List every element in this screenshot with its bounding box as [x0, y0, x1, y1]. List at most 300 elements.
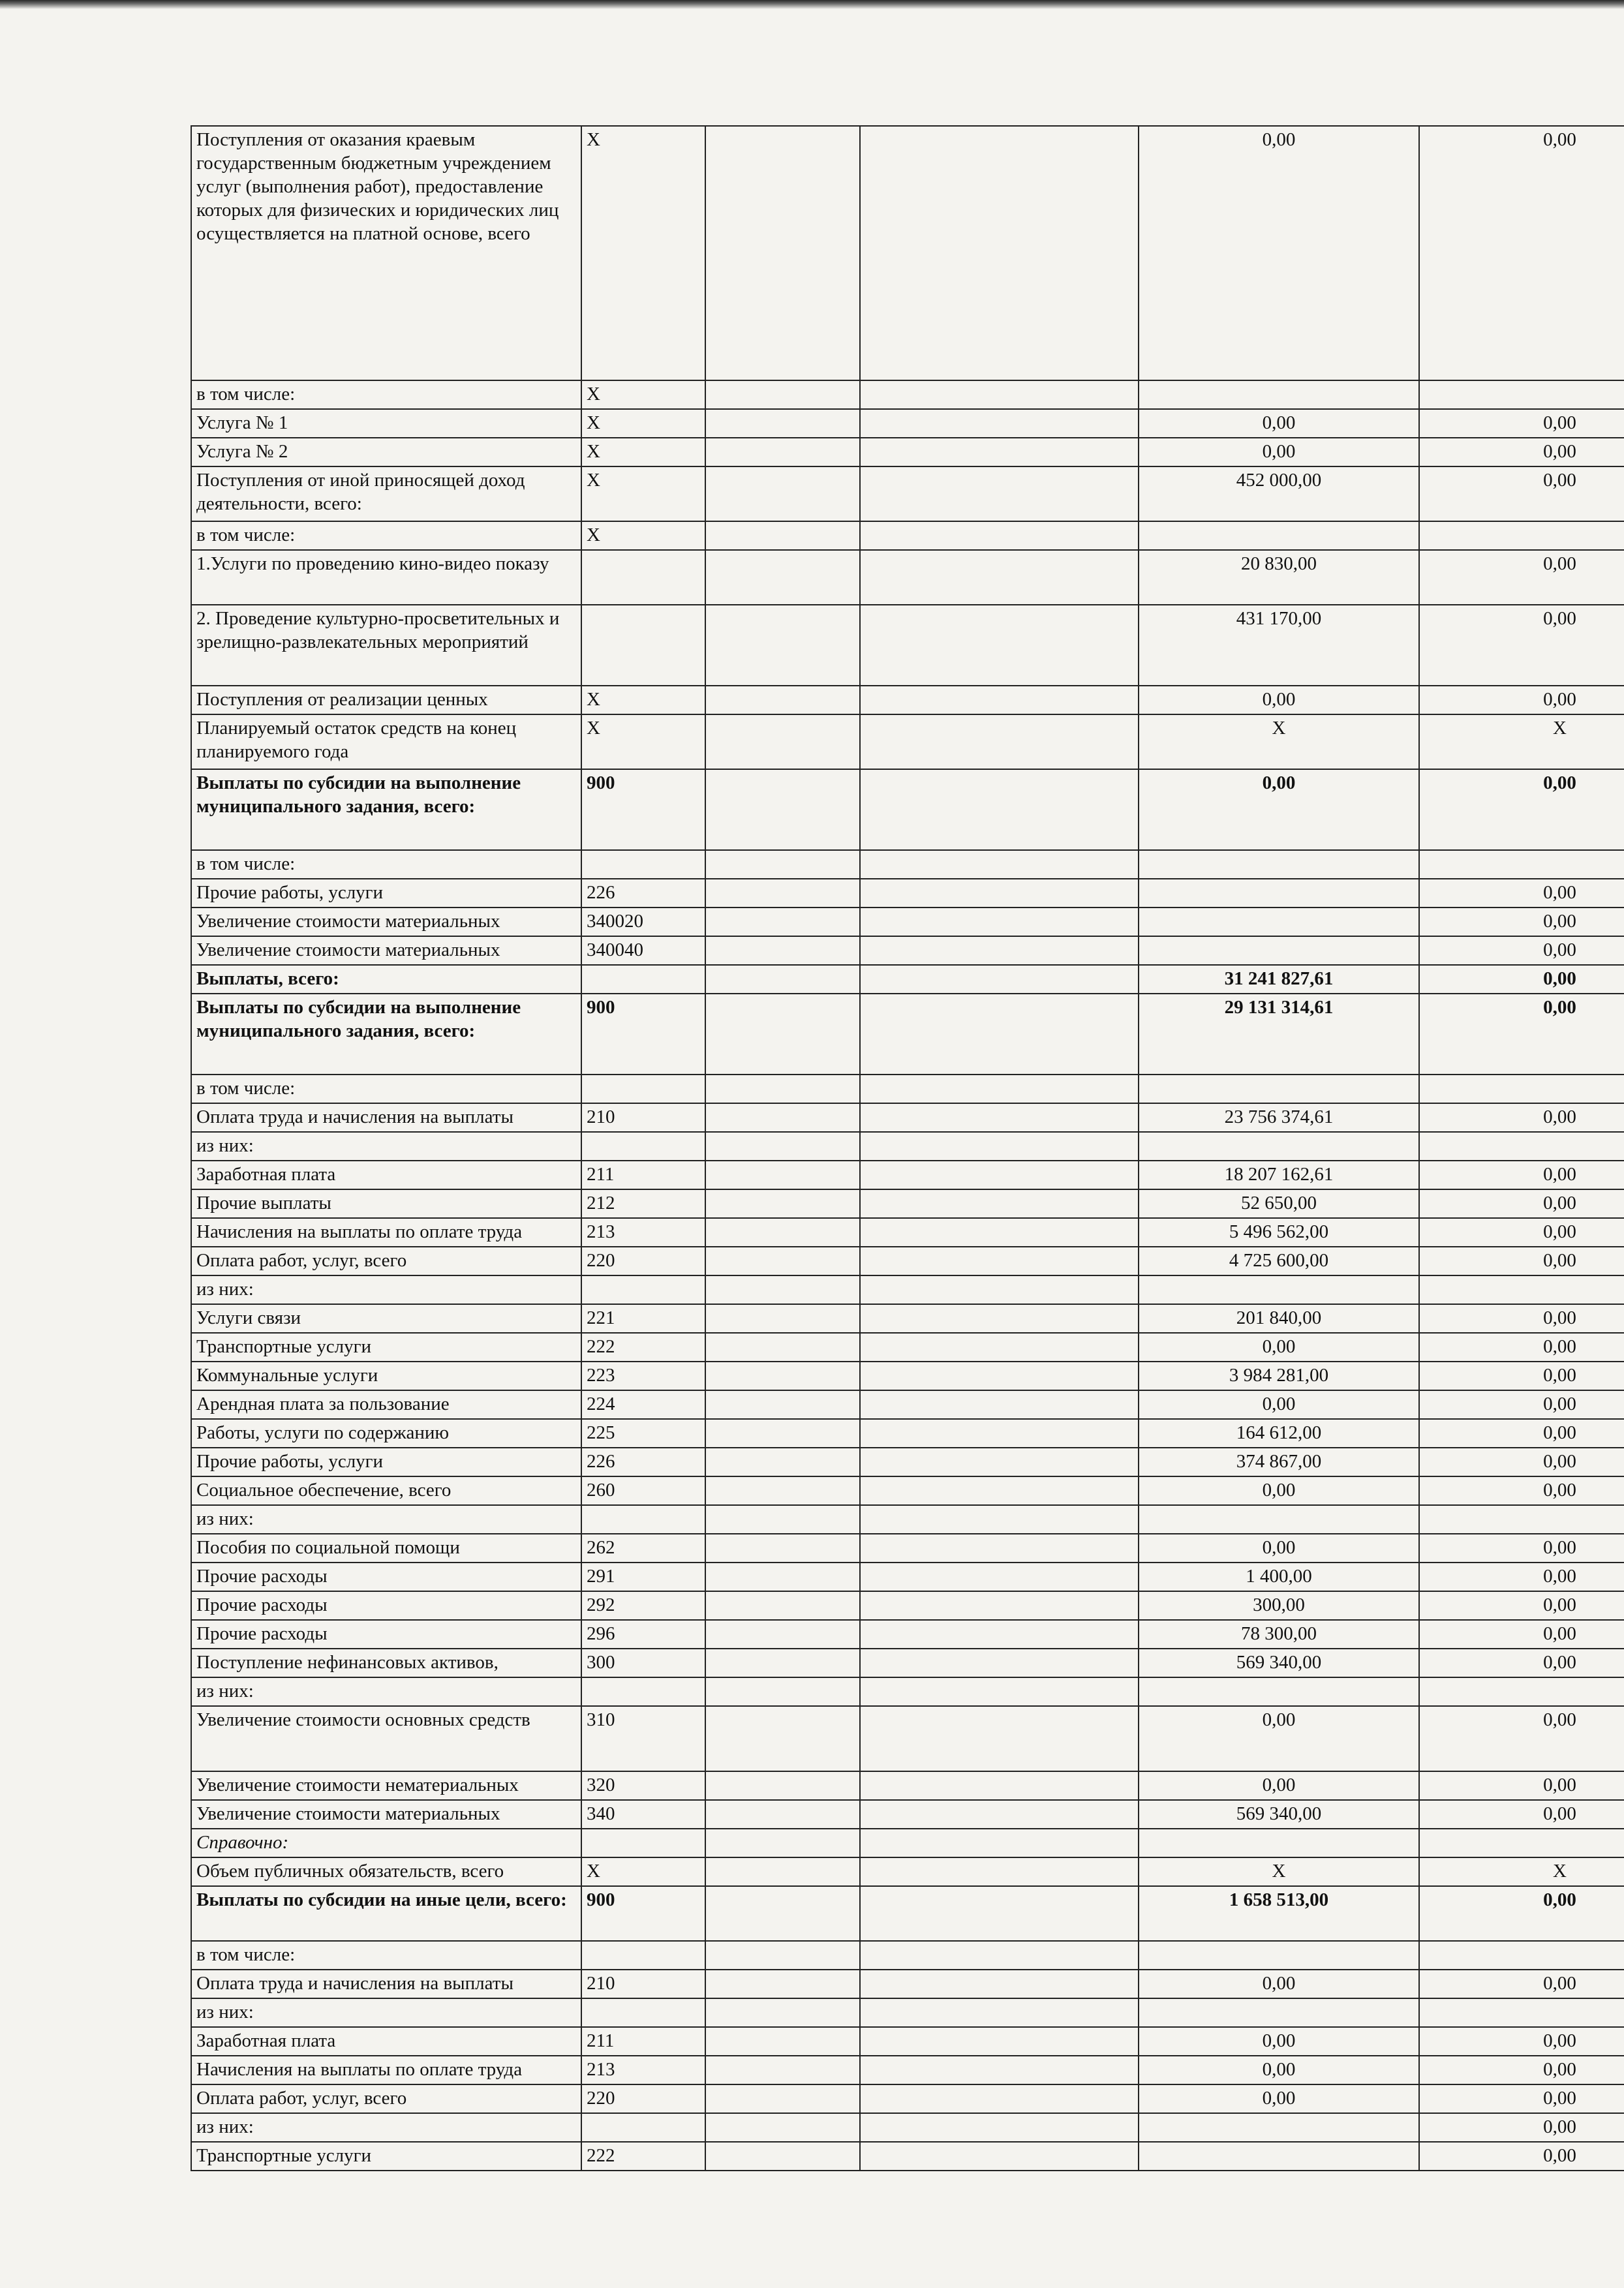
row-value2-cell: 0,00 [1419, 1103, 1624, 1132]
row-col4-cell [860, 936, 1139, 965]
row-col3-cell [705, 2113, 860, 2142]
table-row [191, 1800, 1624, 1829]
row-code-cell: 225 [581, 1419, 705, 1448]
row-col3-cell [705, 438, 860, 466]
row-col3-cell [705, 550, 860, 605]
table-row [191, 1275, 1624, 1304]
row-name-cell: Пособия по социальной помощи [191, 1534, 581, 1563]
table-row [191, 994, 1624, 1075]
row-col4-cell [860, 1161, 1139, 1189]
row-col4-cell [860, 1505, 1139, 1534]
table-row [191, 2142, 1624, 2171]
row-value2-cell: 0,00 [1419, 1620, 1624, 1649]
row-col4-cell [860, 1075, 1139, 1103]
row-col3-cell [705, 769, 860, 850]
row-value2-cell [1419, 1075, 1624, 1103]
row-code-cell [581, 965, 705, 994]
table-row [191, 1419, 1624, 1448]
row-code-cell [581, 605, 705, 686]
table-row [191, 1218, 1624, 1247]
row-col3-cell [705, 1649, 860, 1677]
row-code-cell: 900 [581, 769, 705, 850]
row-value2-cell: 0,00 [1419, 1771, 1624, 1800]
row-code-cell: 210 [581, 1970, 705, 1998]
row-col3-cell [705, 2056, 860, 2084]
row-col4-cell [860, 879, 1139, 908]
row-value2-cell: 0,00 [1419, 1333, 1624, 1362]
row-name-cell: 2. Проведение культурно-просветительных и зрелищно-развлекательных мероприятий [191, 605, 581, 686]
row-name-cell: Оплата труда и начисления на выплаты [191, 1970, 581, 1998]
row-value2-cell [1419, 1505, 1624, 1534]
row-col3-cell [705, 2084, 860, 2113]
row-name-cell: Прочие расходы [191, 1563, 581, 1591]
row-value2-cell [1419, 1829, 1624, 1857]
row-code-cell [581, 550, 705, 605]
row-col4-cell [860, 1886, 1139, 1941]
row-col3-cell [705, 1161, 860, 1189]
table-row [191, 521, 1624, 550]
row-value2-cell: 0,00 [1419, 2027, 1624, 2056]
row-col3-cell [705, 409, 860, 438]
row-value2-cell: 0,00 [1419, 994, 1624, 1075]
row-code-cell: 221 [581, 1304, 705, 1333]
row-col4-cell [860, 409, 1139, 438]
row-col4-cell [860, 1333, 1139, 1362]
row-value-cell: 20 830,00 [1139, 550, 1419, 605]
row-name-cell: Социальное обеспечение, всего [191, 1476, 581, 1505]
row-name-cell: Прочие работы, услуги [191, 1448, 581, 1476]
row-value-cell: 201 840,00 [1139, 1304, 1419, 1333]
row-code-cell: 222 [581, 2142, 705, 2171]
row-col4-cell [860, 850, 1139, 879]
row-value2-cell: 0,00 [1419, 936, 1624, 965]
row-col3-cell [705, 1706, 860, 1771]
row-col3-cell [705, 1677, 860, 1706]
row-col4-cell [860, 1800, 1139, 1829]
row-value-cell: 0,00 [1139, 409, 1419, 438]
row-col4-cell [860, 1771, 1139, 1800]
row-code-cell [581, 1132, 705, 1161]
row-col4-cell [860, 1829, 1139, 1857]
row-value2-cell: 0,00 [1419, 1591, 1624, 1620]
row-value2-cell: 0,00 [1419, 2056, 1624, 2084]
row-col3-cell [705, 936, 860, 965]
row-col3-cell [705, 1563, 860, 1591]
row-code-cell: 210 [581, 1103, 705, 1132]
row-name-cell: Увеличение стоимости нематериальных [191, 1771, 581, 1800]
row-col3-cell [705, 879, 860, 908]
row-value-cell: 23 756 374,61 [1139, 1103, 1419, 1132]
row-value-cell [1139, 1505, 1419, 1534]
row-name-cell: из них: [191, 1998, 581, 2027]
row-name-cell: Транспортные услуги [191, 2142, 581, 2171]
row-name-cell: Справочно: [191, 1829, 581, 1857]
row-value-cell [1139, 1132, 1419, 1161]
table-row [191, 1857, 1624, 1886]
table-row [191, 2027, 1624, 2056]
table-row [191, 2084, 1624, 2113]
row-col3-cell [705, 521, 860, 550]
row-col3-cell [705, 1829, 860, 1857]
row-col3-cell [705, 605, 860, 686]
row-col4-cell [860, 1857, 1139, 1886]
row-value-cell: X [1139, 1857, 1419, 1886]
row-col4-cell [860, 466, 1139, 521]
scan-top-edge [0, 0, 1624, 9]
row-name-cell: Увеличение стоимости материальных [191, 908, 581, 936]
row-col3-cell [705, 1800, 860, 1829]
row-value2-cell: 0,00 [1419, 409, 1624, 438]
row-name-cell: Оплата работ, услуг, всего [191, 1247, 581, 1275]
table-row [191, 1448, 1624, 1476]
row-col3-cell [705, 380, 860, 409]
row-col3-cell [705, 1857, 860, 1886]
row-col3-cell [705, 1771, 860, 1800]
row-code-cell: 340040 [581, 936, 705, 965]
row-value-cell: 0,00 [1139, 1970, 1419, 1998]
row-col3-cell [705, 126, 860, 380]
row-col3-cell [705, 1132, 860, 1161]
row-value-cell: 18 207 162,61 [1139, 1161, 1419, 1189]
row-value2-cell: 0,00 [1419, 1161, 1624, 1189]
row-name-cell: в том числе: [191, 521, 581, 550]
row-col4-cell [860, 965, 1139, 994]
row-code-cell: 224 [581, 1390, 705, 1419]
row-value-cell: 0,00 [1139, 2084, 1419, 2113]
row-col4-cell [860, 1218, 1139, 1247]
table-row [191, 714, 1624, 769]
row-col4-cell [860, 1998, 1139, 2027]
row-col4-cell [860, 550, 1139, 605]
row-code-cell [581, 1075, 705, 1103]
row-col3-cell [705, 1304, 860, 1333]
row-name-cell: Заработная плата [191, 2027, 581, 2056]
row-col3-cell [705, 2142, 860, 2171]
row-value2-cell: 0,00 [1419, 879, 1624, 908]
row-value2-cell: 0,00 [1419, 1189, 1624, 1218]
row-value2-cell [1419, 521, 1624, 550]
row-col4-cell [860, 2084, 1139, 2113]
row-col4-cell [860, 686, 1139, 714]
row-value-cell: 0,00 [1139, 1706, 1419, 1771]
row-col4-cell [860, 1390, 1139, 1419]
row-name-cell: в том числе: [191, 380, 581, 409]
row-code-cell: 291 [581, 1563, 705, 1591]
row-col4-cell [860, 1563, 1139, 1591]
row-col4-cell [860, 1591, 1139, 1620]
row-value2-cell: 0,00 [1419, 1304, 1624, 1333]
row-value-cell: 452 000,00 [1139, 466, 1419, 521]
table-row [191, 879, 1624, 908]
table-row [191, 1247, 1624, 1275]
row-value2-cell: 0,00 [1419, 1970, 1624, 1998]
row-value2-cell [1419, 1941, 1624, 1970]
row-value2-cell: 0,00 [1419, 2113, 1624, 2142]
row-value2-cell [1419, 1275, 1624, 1304]
row-col4-cell [860, 126, 1139, 380]
row-col3-cell [705, 1534, 860, 1563]
row-value-cell: 0,00 [1139, 2056, 1419, 2084]
table-row [191, 605, 1624, 686]
row-code-cell: 211 [581, 2027, 705, 2056]
row-col4-cell [860, 438, 1139, 466]
row-code-cell: X [581, 380, 705, 409]
row-value-cell: 569 340,00 [1139, 1800, 1419, 1829]
row-name-cell: Выплаты по субсидии на иные цели, всего: [191, 1886, 581, 1941]
row-name-cell: Оплата труда и начисления на выплаты [191, 1103, 581, 1132]
table-row [191, 1941, 1624, 1970]
budget-table [191, 125, 1624, 2171]
row-value2-cell: 0,00 [1419, 1886, 1624, 1941]
row-value-cell [1139, 908, 1419, 936]
row-name-cell: Транспортные услуги [191, 1333, 581, 1362]
row-col4-cell [860, 1649, 1139, 1677]
table-row [191, 1829, 1624, 1857]
row-value-cell: 5 496 562,00 [1139, 1218, 1419, 1247]
row-code-cell [581, 1505, 705, 1534]
row-value2-cell: 0,00 [1419, 769, 1624, 850]
row-col4-cell [860, 1476, 1139, 1505]
row-col4-cell [860, 769, 1139, 850]
row-code-cell [581, 2113, 705, 2142]
row-name-cell: Прочие расходы [191, 1620, 581, 1649]
row-value-cell: 431 170,00 [1139, 605, 1419, 686]
row-col4-cell [860, 994, 1139, 1075]
row-col4-cell [860, 1189, 1139, 1218]
table-row [191, 1333, 1624, 1362]
row-col4-cell [860, 2056, 1139, 2084]
row-value-cell [1139, 2113, 1419, 2142]
row-name-cell: Услуги связи [191, 1304, 581, 1333]
table-row [191, 2056, 1624, 2084]
row-value-cell [1139, 1677, 1419, 1706]
row-col4-cell [860, 1275, 1139, 1304]
row-value-cell: 0,00 [1139, 1534, 1419, 1563]
table-row [191, 1075, 1624, 1103]
row-code-cell: 222 [581, 1333, 705, 1362]
row-value-cell: 31 241 827,61 [1139, 965, 1419, 994]
row-value-cell: 0,00 [1139, 1476, 1419, 1505]
row-value2-cell: 0,00 [1419, 686, 1624, 714]
row-value-cell [1139, 1998, 1419, 2027]
row-value-cell [1139, 380, 1419, 409]
row-value-cell [1139, 1829, 1419, 1857]
row-col4-cell [860, 714, 1139, 769]
row-value2-cell: 0,00 [1419, 605, 1624, 686]
row-code-cell: 223 [581, 1362, 705, 1390]
row-col4-cell [860, 1448, 1139, 1476]
row-name-cell: Услуга № 2 [191, 438, 581, 466]
row-code-cell: 211 [581, 1161, 705, 1189]
table-row [191, 1476, 1624, 1505]
row-col4-cell [860, 2113, 1139, 2142]
table-row [191, 2113, 1624, 2142]
row-code-cell: 226 [581, 879, 705, 908]
row-value-cell: 1 658 513,00 [1139, 1886, 1419, 1941]
row-col4-cell [860, 2027, 1139, 2056]
row-col4-cell [860, 1103, 1139, 1132]
row-value2-cell: 0,00 [1419, 1706, 1624, 1771]
row-code-cell: 340 [581, 1800, 705, 1829]
row-col3-cell [705, 1075, 860, 1103]
row-col3-cell [705, 1218, 860, 1247]
row-value-cell: 4 725 600,00 [1139, 1247, 1419, 1275]
row-col3-cell [705, 1333, 860, 1362]
row-value2-cell: 0,00 [1419, 1448, 1624, 1476]
row-value-cell: X [1139, 714, 1419, 769]
row-value2-cell: 0,00 [1419, 2142, 1624, 2171]
row-code-cell: 340020 [581, 908, 705, 936]
row-name-cell: в том числе: [191, 1075, 581, 1103]
row-col3-cell [705, 686, 860, 714]
row-name-cell: Работы, услуги по содержанию [191, 1419, 581, 1448]
row-code-cell: X [581, 686, 705, 714]
row-value2-cell: 0,00 [1419, 1476, 1624, 1505]
row-name-cell: Заработная плата [191, 1161, 581, 1189]
row-col3-cell [705, 1476, 860, 1505]
row-value2-cell: 0,00 [1419, 965, 1624, 994]
row-code-cell [581, 1677, 705, 1706]
row-value-cell: 1 400,00 [1139, 1563, 1419, 1591]
row-value2-cell [1419, 850, 1624, 879]
row-value2-cell: 0,00 [1419, 1390, 1624, 1419]
row-col3-cell [705, 1419, 860, 1448]
row-value-cell [1139, 936, 1419, 965]
row-code-cell: 296 [581, 1620, 705, 1649]
row-value-cell: 374 867,00 [1139, 1448, 1419, 1476]
row-value-cell [1139, 2142, 1419, 2171]
row-value2-cell: 0,00 [1419, 126, 1624, 380]
row-col4-cell [860, 521, 1139, 550]
row-value-cell: 0,00 [1139, 1771, 1419, 1800]
row-name-cell: Увеличение стоимости материальных [191, 936, 581, 965]
row-col3-cell [705, 1591, 860, 1620]
row-value-cell: 0,00 [1139, 1390, 1419, 1419]
row-col4-cell [860, 1620, 1139, 1649]
row-value2-cell: 0,00 [1419, 1563, 1624, 1591]
row-col3-cell [705, 1247, 860, 1275]
row-col3-cell [705, 1998, 860, 2027]
row-name-cell: в том числе: [191, 1941, 581, 1970]
table-row [191, 438, 1624, 466]
table-row [191, 965, 1624, 994]
row-value2-cell [1419, 1132, 1624, 1161]
row-code-cell: X [581, 126, 705, 380]
row-name-cell: Арендная плата за пользование [191, 1390, 581, 1419]
table-row [191, 1591, 1624, 1620]
row-code-cell: 300 [581, 1649, 705, 1677]
row-value2-cell: 0,00 [1419, 1362, 1624, 1390]
row-name-cell: Поступления от оказания краевым государственным бюджетным учреждением услуг (выполнения работ), предоставление которых для физических и юридических лиц осуществляется на платной основе, всего [191, 126, 581, 380]
row-col4-cell [860, 1132, 1139, 1161]
row-col3-cell [705, 908, 860, 936]
row-value2-cell: 0,00 [1419, 2084, 1624, 2113]
row-name-cell: Увеличение стоимости основных средств [191, 1706, 581, 1771]
row-value2-cell: 0,00 [1419, 466, 1624, 521]
table-row [191, 1970, 1624, 1998]
row-name-cell: Выплаты по субсидии на выполнение муниципального задания, всего: [191, 994, 581, 1075]
row-col4-cell [860, 1419, 1139, 1448]
table-row [191, 1132, 1624, 1161]
table-row [191, 380, 1624, 409]
table-row [191, 466, 1624, 521]
row-col3-cell [705, 714, 860, 769]
row-code-cell [581, 1941, 705, 1970]
row-value-cell: 569 340,00 [1139, 1649, 1419, 1677]
row-code-cell: 900 [581, 1886, 705, 1941]
row-name-cell: Поступления от иной приносящей доход деятельности, всего: [191, 466, 581, 521]
row-col3-cell [705, 1886, 860, 1941]
table-row [191, 850, 1624, 879]
table-row [191, 1390, 1624, 1419]
row-col4-cell [860, 1970, 1139, 1998]
row-name-cell: Начисления на выплаты по оплате труда [191, 2056, 581, 2084]
row-value2-cell: X [1419, 714, 1624, 769]
row-col3-cell [705, 850, 860, 879]
row-code-cell: X [581, 466, 705, 521]
row-code-cell: X [581, 409, 705, 438]
row-code-cell: 213 [581, 2056, 705, 2084]
row-col3-cell [705, 1103, 860, 1132]
row-value2-cell: X [1419, 1857, 1624, 1886]
row-code-cell: 900 [581, 994, 705, 1075]
row-code-cell [581, 1829, 705, 1857]
row-code-cell: 292 [581, 1591, 705, 1620]
row-col3-cell [705, 1189, 860, 1218]
table-row [191, 936, 1624, 965]
row-col3-cell [705, 1448, 860, 1476]
table-row [191, 409, 1624, 438]
table-row [191, 1362, 1624, 1390]
row-value-cell [1139, 850, 1419, 879]
row-col4-cell [860, 1677, 1139, 1706]
row-name-cell: из них: [191, 1505, 581, 1534]
row-name-cell: Коммунальные услуги [191, 1362, 581, 1390]
row-col3-cell [705, 1390, 860, 1419]
row-name-cell: Поступление нефинансовых активов, [191, 1649, 581, 1677]
row-col3-cell [705, 1362, 860, 1390]
row-code-cell: 262 [581, 1534, 705, 1563]
row-col4-cell [860, 1247, 1139, 1275]
table-row [191, 686, 1624, 714]
row-name-cell: из них: [191, 1677, 581, 1706]
row-col4-cell [860, 2142, 1139, 2171]
row-col3-cell [705, 466, 860, 521]
table-row [191, 1161, 1624, 1189]
row-col4-cell [860, 1706, 1139, 1771]
row-value-cell: 300,00 [1139, 1591, 1419, 1620]
table-row [191, 908, 1624, 936]
row-name-cell: Поступления от реализации ценных [191, 686, 581, 714]
row-value2-cell: 0,00 [1419, 550, 1624, 605]
row-code-cell: 226 [581, 1448, 705, 1476]
row-name-cell: из них: [191, 2113, 581, 2142]
table-row [191, 1189, 1624, 1218]
row-value-cell: 29 131 314,61 [1139, 994, 1419, 1075]
row-value2-cell [1419, 1998, 1624, 2027]
row-name-cell: Объем публичных обязательств, всего [191, 1857, 581, 1886]
row-value2-cell [1419, 1677, 1624, 1706]
row-name-cell: Увеличение стоимости материальных [191, 1800, 581, 1829]
table-row [191, 1304, 1624, 1333]
row-code-cell: 310 [581, 1706, 705, 1771]
row-name-cell: из них: [191, 1132, 581, 1161]
row-col3-cell [705, 1505, 860, 1534]
row-code-cell: X [581, 521, 705, 550]
table-row [191, 1534, 1624, 1563]
table-row [191, 1706, 1624, 1771]
table-row [191, 126, 1624, 380]
